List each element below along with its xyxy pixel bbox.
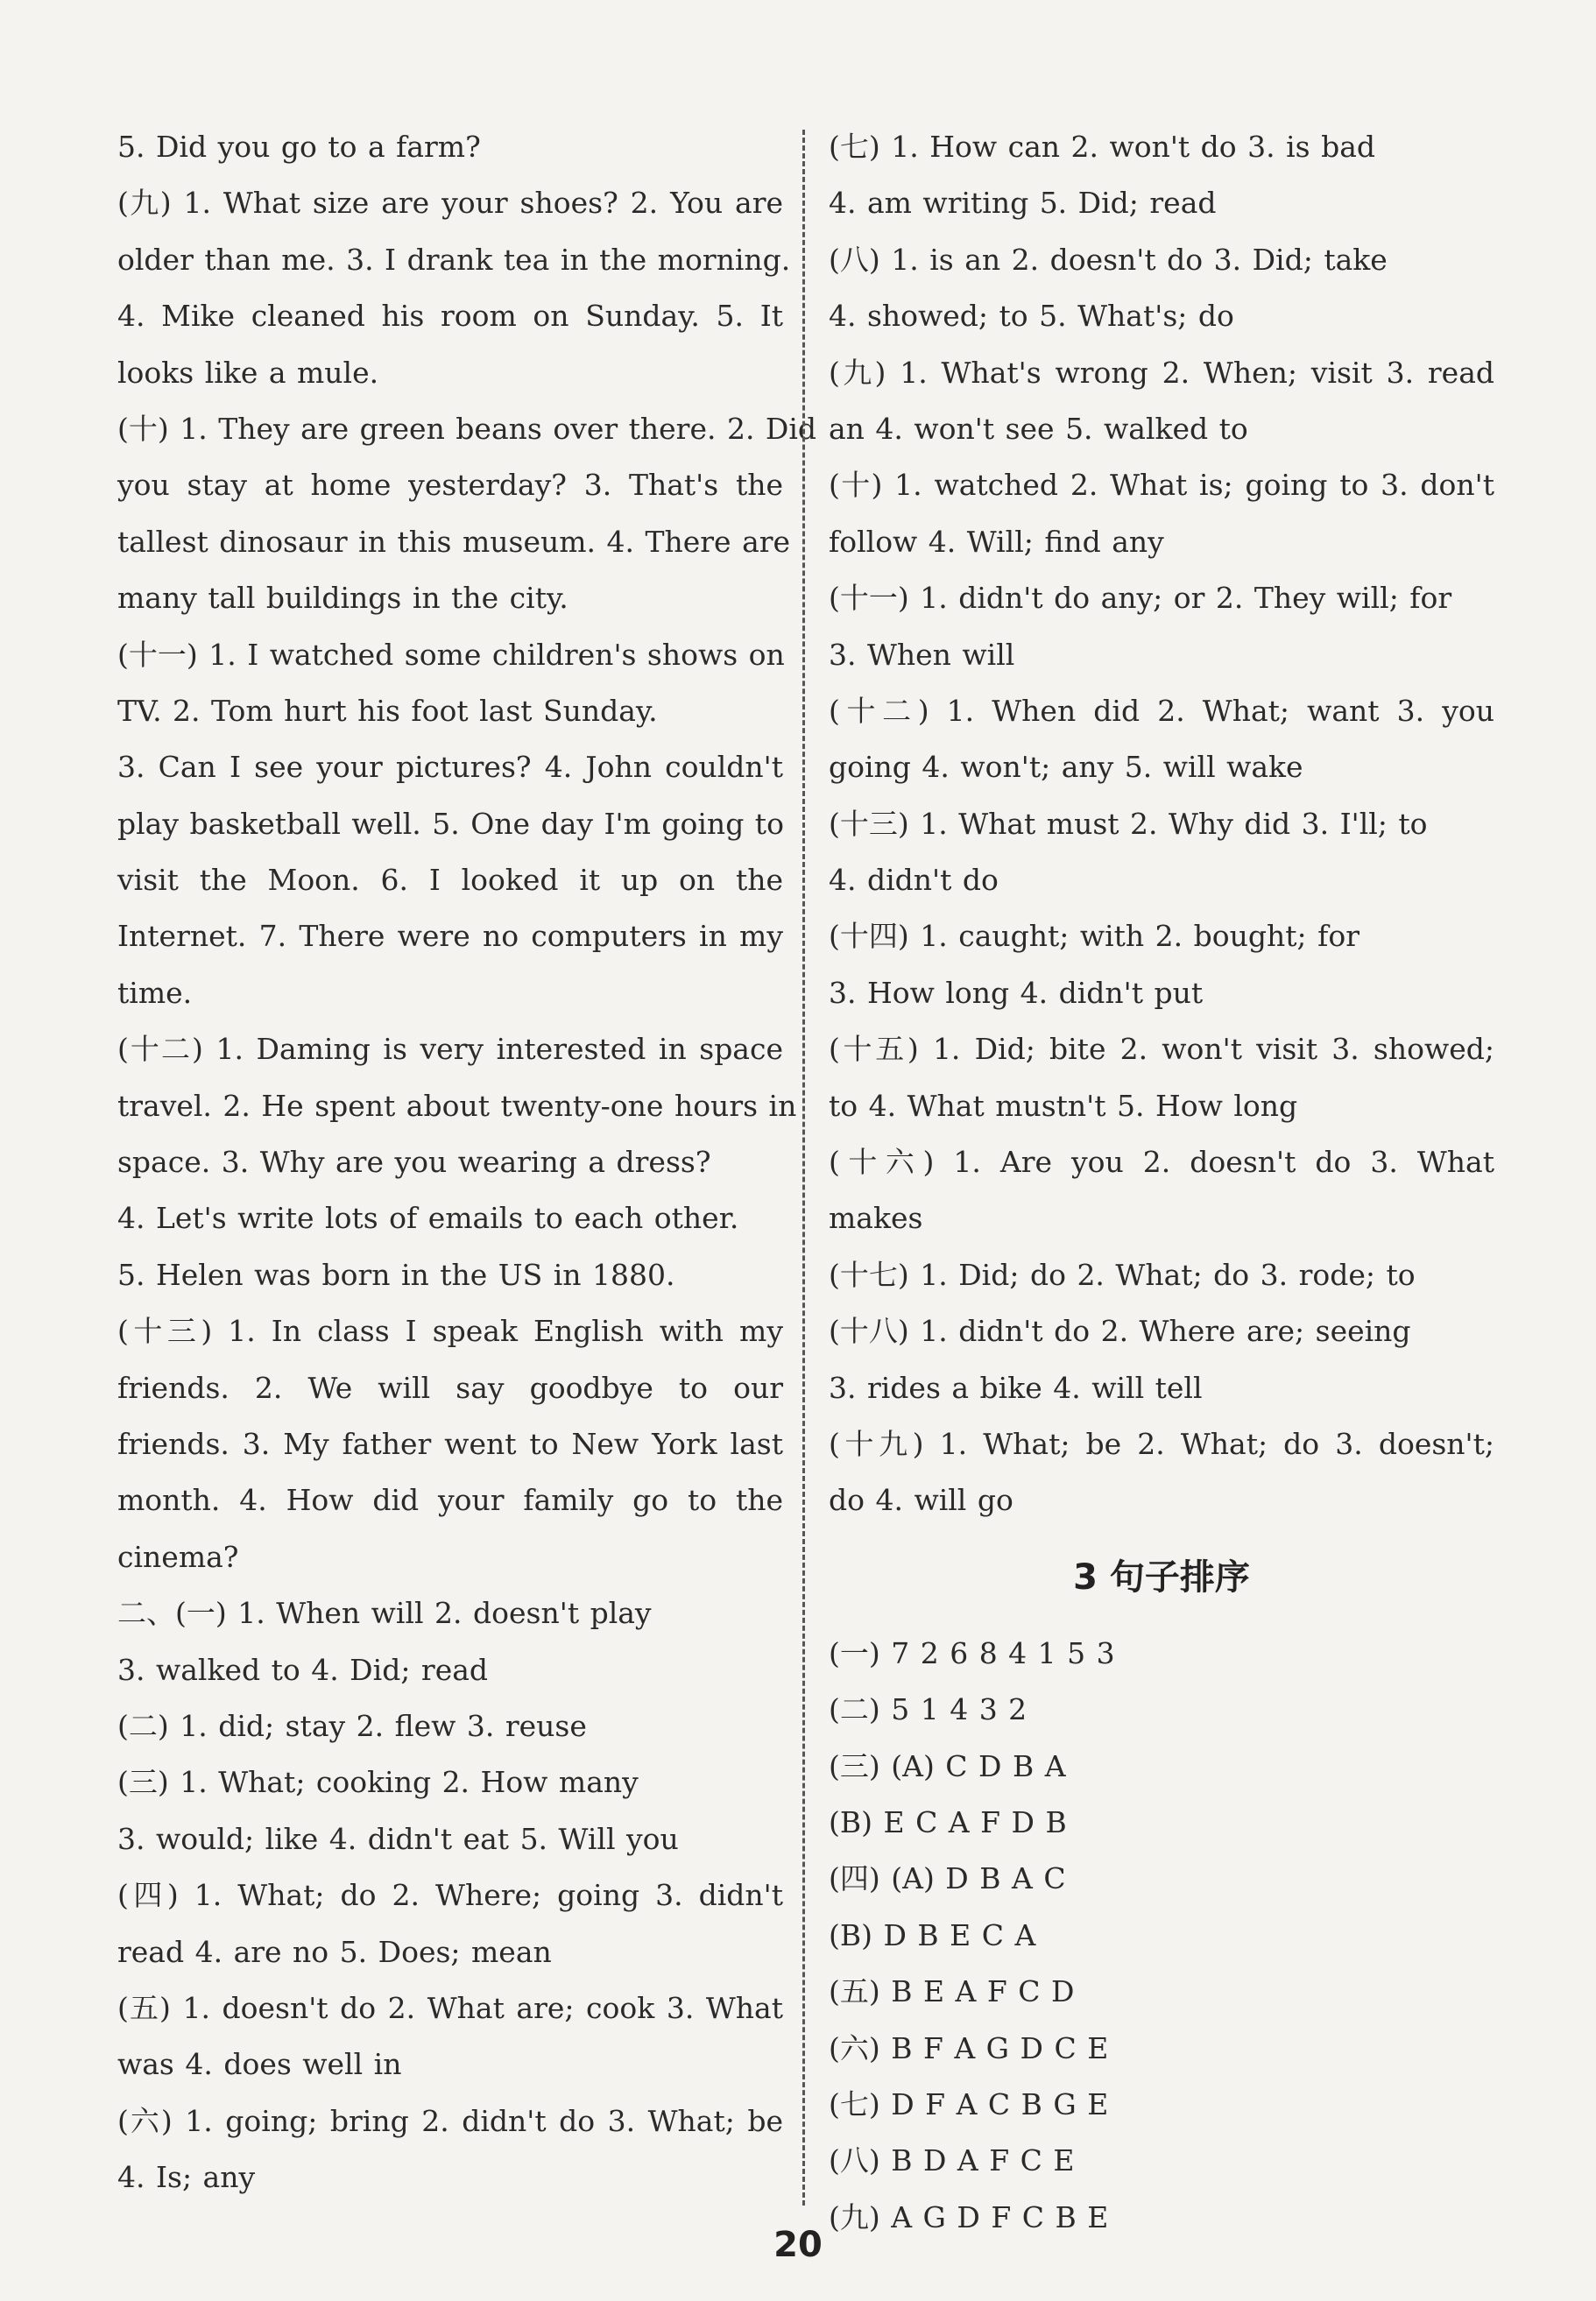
answer-line: (十一) 1. I watched some children's shows on (117, 637, 785, 672)
answer-line: 4. Mike cleaned his room on Sunday. 5. It (117, 299, 783, 334)
answer-line: was 4. does well in (117, 2047, 402, 2082)
answer-line: visit the Moon. 6. I looked it up on the (117, 863, 783, 898)
answer-line: (十一) 1. didn't do any; or 2. They will; for (829, 581, 1452, 616)
answer-line: (十二) 1. Daming is very interested in space (117, 1032, 783, 1067)
answer-line: (四) (A) D B A C (829, 1861, 1066, 1896)
answer-line: friends. 2. We will say goodbye to our (117, 1370, 783, 1405)
answer-line: (七) D F A C B G E (829, 2086, 1109, 2121)
answer-line: (二) 5 1 4 3 2 (829, 1692, 1028, 1727)
answer-line: (十) 1. watched 2. What is; going to 3. don't (829, 468, 1494, 503)
answer-line: (一) 7 2 6 8 4 1 5 3 (829, 1635, 1115, 1670)
answer-line: (B) E C A F D B (829, 1804, 1067, 1839)
answer-line: (三) (A) C D B A (829, 1748, 1066, 1783)
answer-line: (十九) 1. What; be 2. What; do 3. doesn't; (829, 1426, 1494, 1461)
answer-line: space. 3. Why are you wearing a dress? (117, 1145, 711, 1180)
answer-line: 4. Let's write lots of emails to each other. (117, 1201, 739, 1236)
answer-line: (八) 1. is an 2. doesn't do 3. Did; take (829, 242, 1388, 277)
right-column (829, 119, 1494, 2246)
answer-line: time. (117, 975, 193, 1010)
answer-line: 4. Is; any (117, 2160, 256, 2195)
answer-line: (二) 1. did; stay 2. flew 3. reuse (117, 1708, 587, 1743)
answer-line: friends. 3. My father went to New York last (117, 1426, 783, 1461)
answer-line: read 4. are no 5. Does; mean (117, 1934, 552, 1969)
answer-line: 5. Did you go to a farm? (117, 130, 481, 164)
page-number: 20 (773, 2225, 823, 2265)
answer-line: an 4. won't see 5. walked to (829, 411, 1248, 446)
answer-line: (十四) 1. caught; with 2. bought; for (829, 919, 1359, 954)
answer-line: to 4. What mustn't 5. How long (829, 1088, 1298, 1123)
answer-line: 3. Can I see your pictures? 4. John couldn't (117, 750, 783, 785)
answer-line: going 4. won't; any 5. will wake (829, 750, 1303, 785)
answer-line: (十三) 1. In class I speak English with my (117, 1314, 783, 1349)
answer-line: 4. am writing 5. Did; read (829, 186, 1217, 221)
answer-line: you stay at home yesterday? 3. That's the (117, 468, 783, 503)
answer-line: (六) 1. going; bring 2. didn't do 3. What; be (117, 2103, 783, 2138)
column-divider (802, 130, 805, 2206)
answer-line: (五) B E A F C D (829, 1974, 1075, 2009)
answer-line: looks like a mule. (117, 355, 379, 390)
answer-line: (七) 1. How can 2. won't do 3. is bad (829, 130, 1376, 164)
answer-line: older than me. 3. I drank tea in the morning. (117, 242, 791, 277)
answer-line: (九) 1. What size are your shoes? 2. You are (117, 186, 783, 221)
answer-line: TV. 2. Tom hurt his foot last Sunday. (117, 693, 658, 728)
answer-line: 3. How long 4. didn't put (829, 975, 1204, 1010)
left-column (117, 119, 817, 2206)
answer-line: (十二) 1. When did 2. What; want 3. you (829, 693, 1494, 728)
answer-line: follow 4. Will; find any (829, 524, 1164, 559)
section-title: 3 句子排序 (1073, 1556, 1250, 1598)
answer-line: many tall buildings in the city. (117, 581, 568, 616)
answer-line: 3. would; like 4. didn't eat 5. Will you (117, 1821, 679, 1856)
answer-line: (九) 1. What's wrong 2. When; visit 3. read (829, 355, 1494, 390)
answer-line: Internet. 7. There were no computers in my (117, 919, 783, 954)
ordering-answers (829, 1626, 1494, 2246)
answer-line: (六) B F A G D C E (829, 2030, 1109, 2065)
answer-line: (十七) 1. Did; do 2. What; do 3. rode; to (829, 1257, 1416, 1292)
answer-line: makes (829, 1201, 923, 1236)
answer-line: (十三) 1. What must 2. Why did 3. I'll; to (829, 806, 1428, 841)
answer-line: 3. rides a bike 4. will tell (829, 1370, 1203, 1405)
answer-line: 3. When will (829, 637, 1015, 672)
answer-line: cinema? (117, 1539, 239, 1574)
answer-line: 4. showed; to 5. What's; do (829, 299, 1234, 334)
answer-line: (十) 1. They are green beans over there. 2. Did (117, 411, 817, 446)
answer-line: (B) D B E C A (829, 1917, 1036, 1952)
answer-line: 3. walked to 4. Did; read (117, 1652, 489, 1687)
answer-line: (十五) 1. Did; bite 2. won't visit 3. showed; (829, 1032, 1494, 1067)
answer-line: month. 4. How did your family go to the (117, 1483, 783, 1518)
answer-line: (五) 1. doesn't do 2. What are; cook 3. What (117, 1990, 783, 2025)
answer-line: 二、(一) 1. When will 2. doesn't play (117, 1596, 652, 1631)
answer-line: (十六) 1. Are you 2. doesn't do 3. What (829, 1145, 1494, 1180)
answer-line: (八) B D A F C E (829, 2143, 1075, 2178)
answer-line: (十八) 1. didn't do 2. Where are; seeing (829, 1314, 1411, 1349)
answer-line: (三) 1. What; cooking 2. How many (117, 1765, 639, 1800)
answer-line: travel. 2. He spent about twenty-one hours in (117, 1088, 797, 1123)
answer-line: 5. Helen was born in the US in 1880. (117, 1257, 675, 1292)
answer-line: (四) 1. What; do 2. Where; going 3. didn't (117, 1878, 783, 1913)
right-answer-lines (829, 119, 1494, 1529)
answer-line: tallest dinosaur in this museum. 4. There are (117, 524, 791, 559)
answer-line: 4. didn't do (829, 863, 999, 898)
answer-line: do 4. will go (829, 1483, 1013, 1518)
answer-line: (九) A G D F C B E (829, 2199, 1109, 2234)
answer-line: play basketball well. 5. One day I'm going to (117, 806, 784, 841)
